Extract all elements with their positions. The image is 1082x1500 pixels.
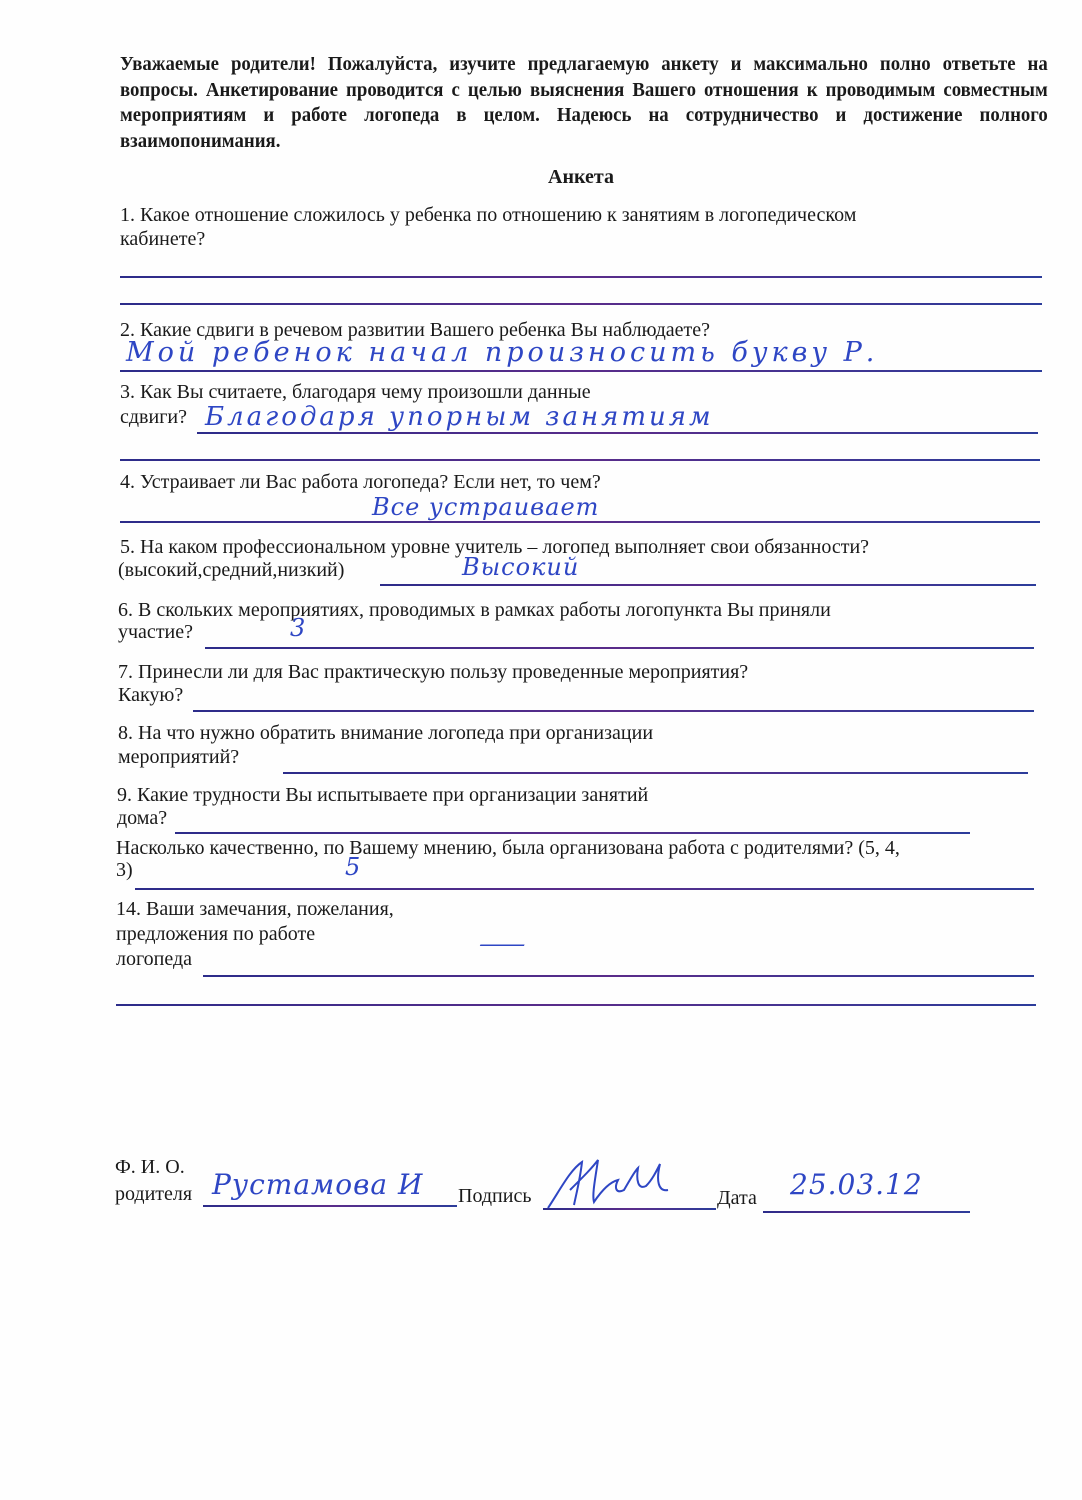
answer-line-7[interactable] bbox=[193, 710, 1034, 712]
question-9-cont: дома? bbox=[117, 807, 168, 829]
signature-line[interactable] bbox=[543, 1208, 716, 1210]
answer-line-8[interactable] bbox=[283, 772, 1028, 774]
question-8: 8. На что нужно обратить внимание логопеда при организации bbox=[118, 722, 654, 744]
answer-line-2[interactable] bbox=[120, 370, 1042, 372]
answer-3: Благодаря упорным занятиям bbox=[205, 402, 714, 432]
answer-line-5[interactable] bbox=[380, 584, 1036, 586]
question-7: 7. Принесли ли для Вас практическую пользу проведенные мероприятия? bbox=[118, 661, 749, 683]
question-3: 3. Как Вы считаете, благодаря чему произошли данные bbox=[120, 381, 591, 403]
answer-line-3b[interactable] bbox=[120, 459, 1040, 461]
question-14-cont2: логопеда bbox=[116, 948, 193, 970]
question-3-cont: сдвиги? bbox=[120, 406, 187, 428]
question-14: 14. Ваши замечания, пожелания, bbox=[116, 898, 394, 920]
question-5: 5. На каком профессиональном уровне учитель – логопед выполняет свои обязанности? bbox=[120, 536, 870, 558]
form-title: Анкета bbox=[548, 166, 614, 188]
answer-line-10[interactable] bbox=[135, 888, 1034, 890]
parent-name-line[interactable] bbox=[203, 1205, 457, 1207]
answer-5: Высокий bbox=[462, 553, 580, 581]
parent-label: родителя bbox=[115, 1183, 193, 1205]
answer-10: 5 bbox=[345, 853, 362, 881]
answer-line-6[interactable] bbox=[205, 647, 1034, 649]
question-4: 4. Устраивает ли Вас работа логопеда? Если нет, то чем? bbox=[120, 471, 601, 493]
parent-name: Рустамова И bbox=[212, 1168, 424, 1201]
answer-line-3[interactable] bbox=[197, 432, 1038, 434]
fio-label: Ф. И. О. bbox=[115, 1156, 185, 1178]
answer-line-14b[interactable] bbox=[116, 1004, 1036, 1006]
question-2: 2. Какие сдвиги в речевом развитии Вашего ребенка Вы наблюдаете? bbox=[120, 319, 710, 341]
date-value: 25.03.12 bbox=[790, 1168, 923, 1201]
question-9: 9. Какие трудности Вы испытываете при организации занятий bbox=[117, 784, 649, 806]
answer-line-14[interactable] bbox=[203, 975, 1034, 977]
question-14-cont: предложения по работе bbox=[116, 923, 316, 945]
intro-text: Уважаемые родители! Пожалуйста, изучите предлагаемую анкету и максимально полно ответьте на вопросы. Анкетирование проводится с целью выяснения Вашего отношения к проводимым совместным мероприятиям и работе логопеда в целом. Надеюсь на сотрудничество и достижение полного взаимопонимания. bbox=[120, 53, 1048, 152]
question-10: Насколько качественно, по Вашему мнению, была организована работа с родителями? (5, 4, bbox=[116, 837, 900, 859]
date-line[interactable] bbox=[763, 1211, 970, 1213]
question-6-cont: участие? bbox=[118, 621, 194, 643]
answer-14: — bbox=[478, 932, 529, 957]
answer-2: Мой ребенок начал произносить букву Р. bbox=[126, 337, 879, 368]
signature-label: Подпись bbox=[458, 1185, 532, 1207]
answer-line-9[interactable] bbox=[175, 832, 970, 834]
date-label: Дата bbox=[717, 1187, 757, 1209]
question-10-cont: 3) bbox=[116, 859, 133, 881]
question-8-cont: мероприятий? bbox=[118, 746, 240, 768]
answer-6: 3 bbox=[290, 614, 307, 642]
signature-image bbox=[540, 1150, 680, 1215]
question-6: 6. В скольких мероприятиях, проводимых в рамках работы логопункта Вы приняли bbox=[118, 599, 831, 621]
question-5-cont: (высокий,средний,низкий) bbox=[118, 559, 345, 581]
answer-line-1b[interactable] bbox=[120, 303, 1042, 305]
answer-4: Все устраивает bbox=[372, 493, 600, 521]
answer-line-4[interactable] bbox=[120, 521, 1040, 523]
question-7-cont: Какую? bbox=[118, 684, 184, 706]
question-1-cont: кабинете? bbox=[120, 228, 206, 250]
question-1: 1. Какое отношение сложилось у ребенка по отношению к занятиям в логопедическом bbox=[120, 204, 857, 226]
answer-line-1[interactable] bbox=[120, 276, 1042, 278]
